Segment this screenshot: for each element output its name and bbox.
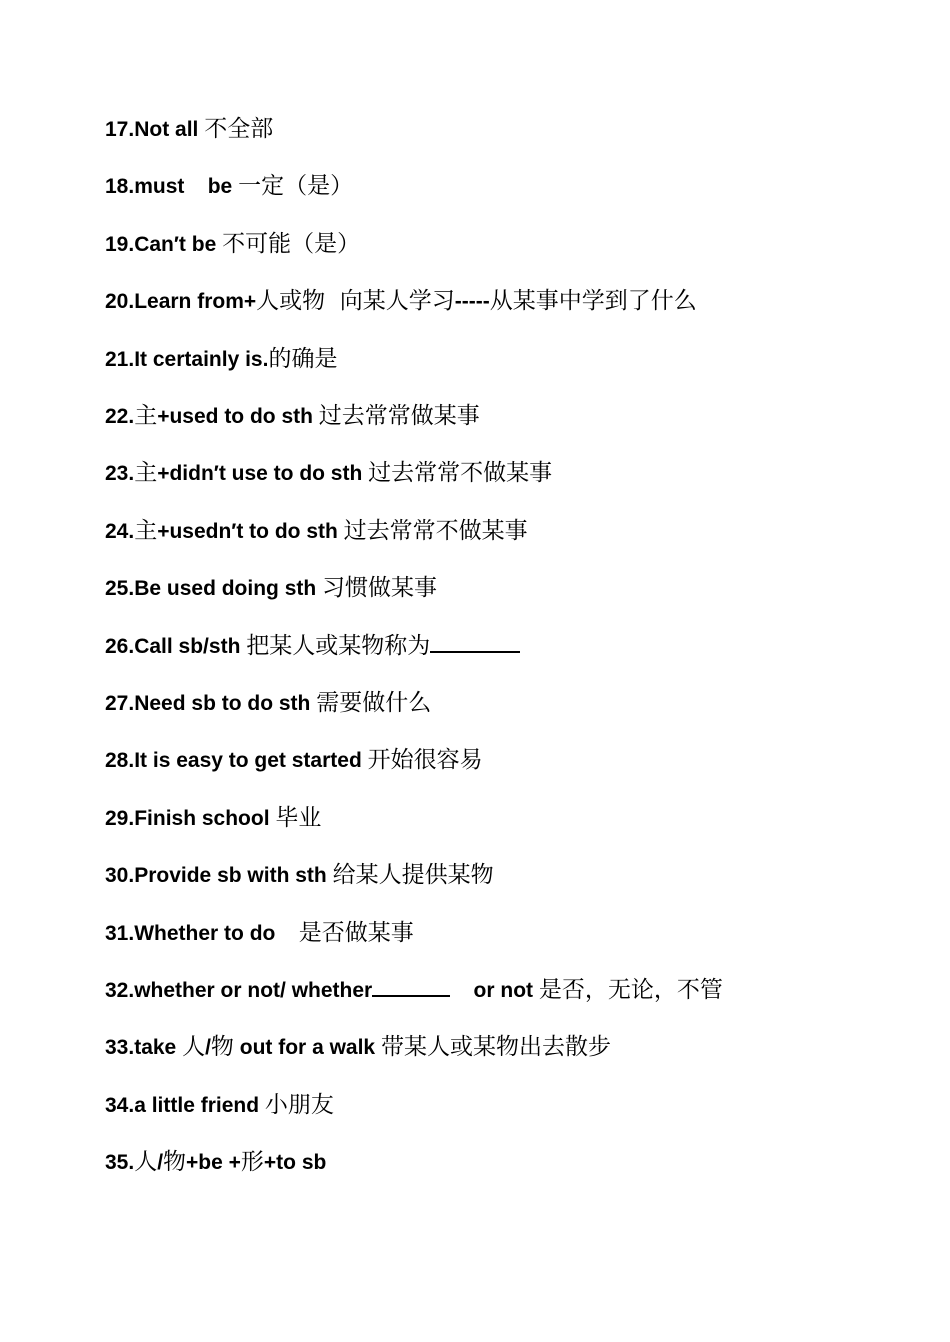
phrase-entry: [105, 399, 480, 433]
english-text: +be +: [186, 1151, 241, 1175]
chinese-text: 不可能（是）: [222, 230, 361, 257]
english-text: +usedn′t to do sth: [157, 519, 344, 543]
chinese-text: 习惯做某事: [322, 575, 438, 602]
phrase-entry: [105, 342, 337, 376]
phrase-entry: [105, 456, 552, 490]
entry-number: 21.: [105, 347, 135, 371]
english-text: +used to do sth: [157, 405, 319, 428]
english-text: Need sb to do sth: [134, 692, 317, 715]
fill-in-blank: [372, 975, 450, 997]
entry-number: 26.: [105, 634, 135, 658]
entry-number: 33.: [105, 1036, 135, 1060]
phrase-entry: [105, 1145, 326, 1179]
chinese-text: 从某事中学到了什么: [489, 288, 697, 315]
phrase-entry: [105, 112, 273, 146]
phrase-entry: [105, 1088, 334, 1122]
english-text: take: [134, 1036, 183, 1060]
entry-number: 19.: [105, 232, 135, 256]
english-text: +to sb: [263, 1151, 327, 1175]
chinese-text: 过去常常做某事: [318, 403, 480, 429]
chinese-text: 的确是: [268, 345, 338, 372]
chinese-text: 过去常常不做某事: [368, 460, 553, 487]
english-text: Call sb/sth: [134, 634, 247, 658]
chinese-text: 过去常常不做某事: [343, 517, 528, 544]
phrase-entry: [105, 284, 697, 318]
phrase-entry: [105, 571, 437, 605]
phrase-entry: [105, 686, 431, 720]
entry-number: 25.: [105, 577, 135, 601]
english-text: It certainly is.: [134, 347, 269, 371]
phrase-entry: [105, 801, 321, 835]
entry-number: 28.: [105, 749, 135, 773]
english-text: Provide sb with sth: [134, 864, 333, 888]
entry-number: 20.: [105, 290, 135, 314]
chinese-text: 形: [240, 1149, 264, 1176]
chinese-text: 人或物 向某人学习: [256, 288, 455, 315]
entry-number: 17.: [105, 118, 135, 141]
entry-number: 22.: [105, 405, 135, 428]
chinese-text: 不全部: [204, 116, 274, 142]
chinese-text: 是否，无论，不管: [538, 977, 723, 1003]
chinese-text: 小朋友: [264, 1091, 334, 1118]
phrase-entry: [105, 743, 483, 777]
english-text: Learn from+: [134, 290, 257, 314]
phrase-entry: [105, 514, 528, 548]
chinese-text: 物: [163, 1149, 187, 1176]
chinese-text: 是否做某事: [298, 919, 414, 946]
phrase-entry: [105, 227, 360, 261]
chinese-text: 把某人或某物称为: [246, 632, 431, 659]
english-text: /: [205, 1036, 211, 1060]
entry-number: 35.: [105, 1151, 135, 1175]
fill-in-blank: [430, 631, 520, 653]
english-text: Be used doing sth: [134, 577, 323, 601]
phrase-entry: [105, 1030, 611, 1064]
english-text: -----: [454, 290, 490, 314]
entry-number: 27.: [105, 692, 135, 715]
entry-number: 23.: [105, 462, 135, 486]
chinese-text: 毕业: [275, 804, 322, 831]
chinese-text: 人: [134, 1149, 158, 1176]
english-text: /: [157, 1151, 164, 1175]
english-text: Not all: [134, 118, 205, 141]
entry-number: 18.: [105, 175, 135, 199]
english-text: +didn′t use to do sth: [157, 462, 369, 486]
english-text: Finish school: [134, 806, 276, 830]
entry-number: 30.: [105, 864, 135, 888]
chinese-text: 给某人提供某物: [332, 862, 494, 889]
english-text: Can′t be: [134, 232, 223, 256]
english-text: It is easy to get started: [134, 749, 368, 773]
english-text: must be: [134, 175, 239, 199]
entry-number: 34.: [105, 1093, 135, 1117]
chinese-text: 一定（是）: [238, 173, 354, 200]
english-text: whether or not/ whether: [134, 979, 373, 1002]
chinese-text: 人: [182, 1034, 206, 1061]
english-text: out for a walk: [233, 1036, 381, 1060]
chinese-text: 需要做什么: [316, 690, 432, 716]
phrase-entry: [105, 629, 520, 663]
phrase-entry: [105, 916, 414, 950]
phrase-entry: [105, 973, 723, 1007]
entry-number: 24.: [105, 519, 135, 543]
entry-number: 29.: [105, 806, 135, 830]
chinese-text: 开始很容易: [367, 747, 483, 774]
phrase-entry: [105, 858, 494, 892]
english-text: a little friend: [134, 1093, 265, 1117]
english-text: Whether to do: [134, 921, 299, 945]
chinese-text: 物: [210, 1034, 234, 1061]
phrase-entry: [105, 169, 353, 203]
entry-number: 32.: [105, 979, 135, 1002]
chinese-text: 主: [134, 460, 158, 487]
entry-number: 31.: [105, 921, 135, 945]
chinese-text: 带某人或某物出去散步: [380, 1034, 611, 1061]
chinese-text: 主: [134, 517, 158, 544]
chinese-text: 主: [134, 403, 158, 429]
english-text: or not: [450, 979, 539, 1002]
